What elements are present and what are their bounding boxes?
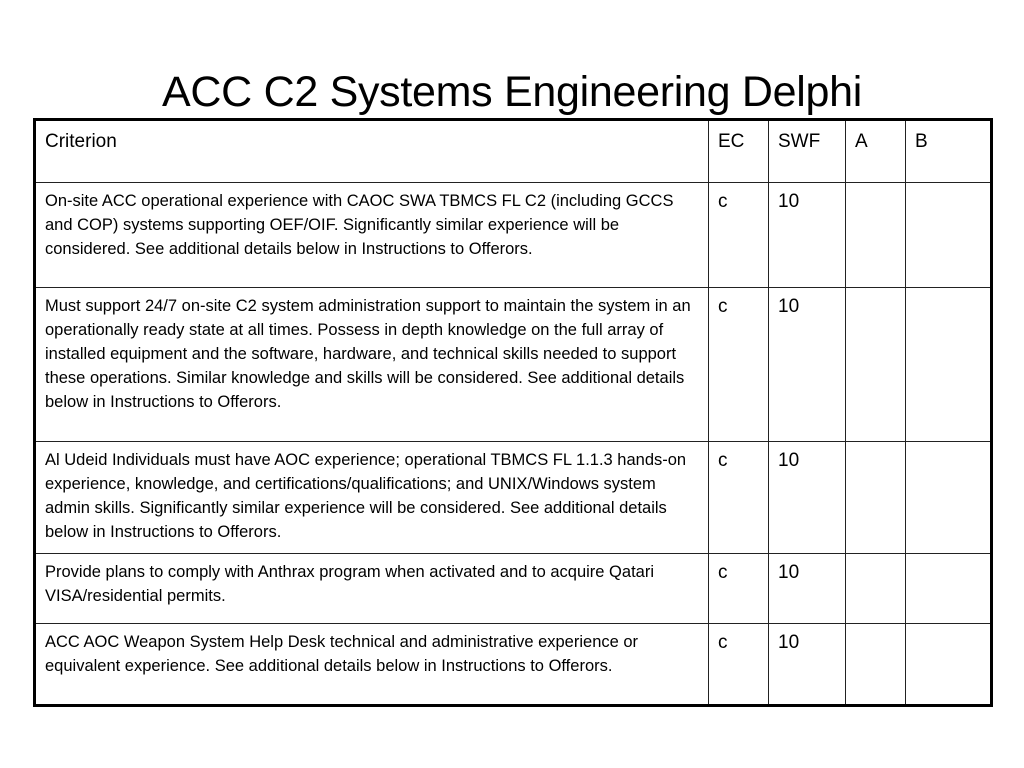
cell-a [846, 442, 906, 554]
cell-criterion: ACC AOC Weapon System Help Desk technical and administrative experience or equivalent experience. See additional details below in Instructions to Offerors. [35, 624, 709, 706]
cell-ec: c [709, 288, 769, 442]
cell-b [906, 554, 992, 624]
cell-swf: 10 [769, 624, 846, 706]
table-row [35, 442, 992, 554]
cell-swf: 10 [769, 442, 846, 554]
cell-a [846, 554, 906, 624]
cell-a [846, 183, 906, 288]
header-a: A [846, 120, 906, 183]
cell-b [906, 183, 992, 288]
table-row [35, 624, 992, 706]
cell-ec: c [709, 183, 769, 288]
cell-criterion: Must support 24/7 on-site C2 system administration support to maintain the system in an operationally ready state at all times. Possess in depth knowledge on the full array of installed equipment and the software, hardware, and technical skills needed to support these operations. Similar knowledge and skills will be considered. See additional details below in Instructions to Offerors. [35, 288, 709, 442]
header-swf: SWF [769, 120, 846, 183]
table-row [35, 183, 992, 288]
header-ec: EC [709, 120, 769, 183]
cell-b [906, 288, 992, 442]
cell-ec: c [709, 442, 769, 554]
cell-criterion: Al Udeid Individuals must have AOC experience; operational TBMCS FL 1.1.3 hands-on experience, knowledge, and certifications/qualifications; and UNIX/Windows system admin skills. Significantly similar experience will be considered. See additional details below in Instructions to Offerors. [35, 442, 709, 554]
cell-a [846, 288, 906, 442]
cell-criterion: Provide plans to comply with Anthrax program when activated and to acquire Qatari VISA/residential permits. [35, 554, 709, 624]
cell-ec: c [709, 624, 769, 706]
cell-swf: 10 [769, 183, 846, 288]
criteria-table [33, 118, 993, 707]
table-row [35, 554, 992, 624]
cell-swf: 10 [769, 288, 846, 442]
cell-b [906, 442, 992, 554]
header-b: B [906, 120, 992, 183]
header-criterion: Criterion [35, 120, 709, 183]
table-row [35, 288, 992, 442]
cell-ec: c [709, 554, 769, 624]
cell-a [846, 624, 906, 706]
slide-title: ACC C2 Systems Engineering Delphi [162, 68, 862, 116]
table-header-row [35, 120, 992, 183]
cell-b [906, 624, 992, 706]
cell-criterion: On-site ACC operational experience with CAOC SWA TBMCS FL C2 (including GCCS and COP) systems supporting OEF/OIF. Significantly similar experience will be considered. See additional details below in Instructions to Offerors. [35, 183, 709, 288]
cell-swf: 10 [769, 554, 846, 624]
